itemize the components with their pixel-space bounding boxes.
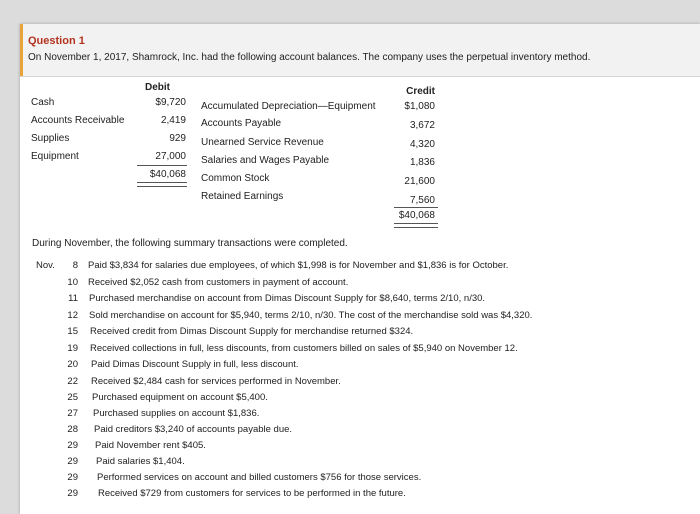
credit-account-name: Accounts Payable xyxy=(201,118,282,129)
credit-account-amount: 3,672 xyxy=(409,120,435,131)
question-header xyxy=(20,24,700,77)
debit-header: Debit xyxy=(145,82,170,93)
transaction-day: 27 xyxy=(67,408,78,419)
credit-account-amount: $1,080 xyxy=(404,101,435,112)
debit-account-amount: 929 xyxy=(169,133,186,144)
credit-account-name: Accumulated Depreciation—Equipment xyxy=(201,101,376,112)
transaction-day: 28 xyxy=(67,424,78,435)
credit-sum-rule xyxy=(394,207,438,208)
transaction-text: Paid Dimas Discount Supply in full, less discount. xyxy=(91,359,299,370)
transaction-day: 8 xyxy=(72,260,78,271)
transactions-intro: During November, the following summary transactions were completed. xyxy=(32,238,348,249)
debit-account-amount: 2,419 xyxy=(160,115,186,126)
transaction-text: Received $729 from customers for services to be performed in the future. xyxy=(98,488,406,499)
transaction-text: Paid November rent $405. xyxy=(95,440,206,451)
credit-account-name: Salaries and Wages Payable xyxy=(201,155,330,166)
credit-account-amount: 4,320 xyxy=(409,139,435,150)
debit-account-amount: $9,720 xyxy=(155,97,186,108)
transaction-text: Purchased equipment on account $5,400. xyxy=(92,392,268,403)
transaction-text: Paid salaries $1,404. xyxy=(96,456,185,467)
transaction-text: Received $2,484 cash for services performed in November. xyxy=(91,376,341,387)
question-prompt: On November 1, 2017, Shamrock, Inc. had the following account balances. The company uses the perpetual inventory method. xyxy=(28,52,591,63)
transaction-text: Received collections in full, less discounts, from customers billed on sales of $5,940 on November 12. xyxy=(90,343,518,354)
transaction-day: 15 xyxy=(67,326,78,337)
transaction-day: 29 xyxy=(67,488,78,499)
credit-account-amount: 7,560 xyxy=(409,195,435,206)
transaction-day: 12 xyxy=(67,310,78,321)
transaction-day: 11 xyxy=(68,293,78,304)
header-accent-bar xyxy=(20,24,23,76)
credit-total-double-rule xyxy=(394,223,438,228)
transaction-day: 29 xyxy=(67,440,78,451)
credit-account-amount: 1,836 xyxy=(409,157,435,168)
debit-total: $40,068 xyxy=(149,169,186,180)
transaction-text: Received credit from Dimas Discount Supply for merchandise returned $324. xyxy=(90,326,414,337)
month-label: Nov. xyxy=(36,260,55,271)
transaction-text: Purchased supplies on account $1,836. xyxy=(93,408,260,419)
debit-account-name: Equipment xyxy=(31,151,79,162)
transaction-day: 10 xyxy=(67,277,78,288)
transaction-text: Paid creditors $3,240 of accounts payable due. xyxy=(94,424,293,435)
debit-account-name: Supplies xyxy=(31,133,70,144)
transaction-day: 20 xyxy=(67,359,78,370)
transaction-day: 25 xyxy=(67,392,78,403)
transaction-text: Paid $3,834 for salaries due employees, of which $1,998 is for November and $1,836 is for October. xyxy=(88,260,509,271)
question-card xyxy=(20,24,700,514)
transaction-day: 19 xyxy=(67,343,78,354)
credit-header: Credit xyxy=(406,86,435,97)
debit-sum-rule xyxy=(137,165,187,166)
transaction-text: Received $2,052 cash from customers in payment of account. xyxy=(88,277,349,288)
transaction-text: Performed services on account and billed customers $756 for those services. xyxy=(97,472,422,483)
transaction-day: 29 xyxy=(67,472,78,483)
credit-account-amount: 21,600 xyxy=(404,176,435,187)
credit-account-name: Common Stock xyxy=(201,173,270,184)
transaction-day: 22 xyxy=(67,376,78,387)
debit-account-amount: 27,000 xyxy=(155,151,186,162)
credit-account-name: Retained Earnings xyxy=(201,191,284,202)
question-title: Question 1 xyxy=(28,35,85,47)
credit-total: $40,068 xyxy=(398,210,435,221)
debit-total-double-rule xyxy=(137,182,187,187)
debit-account-name: Accounts Receivable xyxy=(31,115,125,126)
transaction-day: 29 xyxy=(67,456,78,467)
transaction-text: Sold merchandise on account for $5,940, terms 2/10, n/30. The cost of the merchandise sold was $4,320. xyxy=(89,310,533,321)
debit-account-name: Cash xyxy=(31,97,55,108)
transaction-text: Purchased merchandise on account from Dimas Discount Supply for $8,640, terms 2/10, n/30. xyxy=(89,293,486,304)
credit-account-name: Unearned Service Revenue xyxy=(201,137,324,148)
